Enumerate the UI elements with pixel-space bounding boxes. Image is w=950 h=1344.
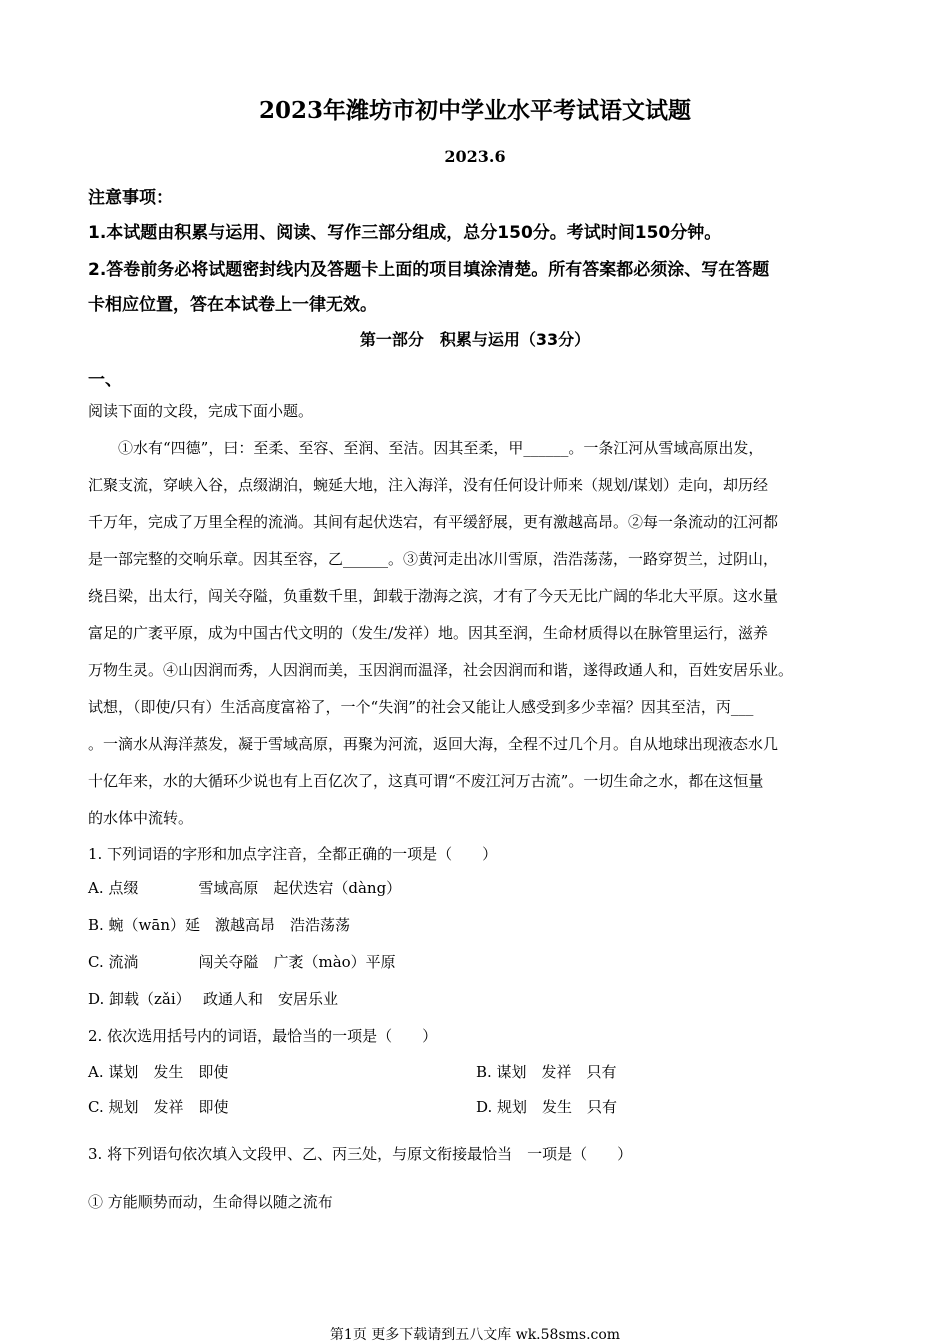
question-1-option-c: C. 流淌 闯关夺隘 广袤（mào）平原 (88, 953, 396, 971)
reading-instruction: 阅读下面的文段，完成下面小题。 (88, 402, 314, 420)
notice-item-2-line-1: 2.答卷前务必将试题密封线内及答题卡上面的项目填涂清楚。所有答案都必须涂、写在答题 (88, 260, 770, 280)
question-3-stem: 3. 将下列语句依次填入文段甲、乙、丙三处，与原文衔接最恰当 一项是（ ） (88, 1145, 633, 1163)
question-2-option-a: A. 谋划 发生 即使 (88, 1063, 229, 1081)
notice-item-2-line-2: 卡相应位置，答在本试卷上一律无效。 (88, 295, 377, 315)
passage-line-7: 万物生灵。④山因润而秀，人因润而美，玉因润而温泽，社会因润而和谐，遂得政通人和，百姓安居乐业。 (88, 661, 794, 679)
question-2-option-d: D. 规划 发生 只有 (476, 1098, 618, 1116)
notice-heading: 注意事项： (88, 188, 173, 208)
notice-item-1: 1.本试题由积累与运用、阅读、写作三部分组成，总分150分。考试时间150分钟。 (88, 223, 722, 243)
passage-line-2: 汇聚支流，穿峡入谷，点缀湖泊，蜿延大地，注入海洋，没有任何设计师来（规划/谋划）走向，却历经 (88, 476, 769, 494)
question-3-sentence-1: ① 方能顺势而动，生命得以随之流布 (88, 1193, 333, 1211)
passage-line-1: ①水有“四德”，曰：至柔、至容、至润、至洁。因其至柔，甲______。一条江河从雪域高原出发， (118, 439, 764, 457)
passage-line-6: 富足的广袤平原，成为中国古代文明的（发生/发祥）地。因其至润，生命材质得以在脉管里运行，滋养 (88, 624, 769, 642)
passage-line-3: 千万年，完成了万里全程的流淌。其间有起伏迭宕，有平缓舒展，更有激越高昂。②每一条流动的江河都 (88, 513, 779, 531)
passage-line-4: 是一部完整的交响乐章。因其至容，乙______。③黄河走出冰川雪原，浩浩荡荡，一路穿贺兰，过阴山， (88, 550, 779, 568)
part-heading: 第一部分 积累与运用（33分） (359, 330, 591, 349)
question-1-stem: 1. 下列词语的字形和加点字注音，全都正确的一项是（ ） (88, 845, 498, 863)
page-footer: 第1页 更多下载请到五八文库 wk.58sms.com (329, 1327, 621, 1343)
passage-line-11: 的水体中流转。 (88, 809, 194, 827)
question-2-option-c: C. 规划 发祥 即使 (88, 1098, 229, 1116)
question-2-stem: 2. 依次选用括号内的词语，最恰当的一项是（ ） (88, 1027, 438, 1045)
question-1-option-d: D. 卸载（zǎi） 政通人和 安居乐业 (88, 990, 338, 1008)
passage-line-10: 十亿年来，水的大循环少说也有上百亿次了，这真可谓“不废江河万古流”。一切生命之水，都在这恒量 (88, 772, 764, 790)
passage-line-5: 绕吕梁，出太行，闯关夺隘，负重数千里，卸载于渤海之滨，才有了今天无比广阔的华北大平原。这水量 (88, 587, 779, 605)
question-1-option-b: B. 蜿（wān）延 激越高昂 浩浩荡荡 (88, 916, 351, 934)
passage-line-8: 试想，（即使/只有）生活高度富裕了，一个“失润”的社会又能让人感受到多少幸福？因其至洁，丙___ (88, 698, 754, 716)
exam-title: 2023年潍坊市初中学业水平考试语文试题 (258, 97, 691, 124)
question-1-option-a: A. 点缀 雪域高原 起伏迭宕（dàng） (88, 879, 402, 897)
exam-date: 2023.6 (444, 147, 506, 166)
question-2-option-b: B. 谋划 发祥 只有 (476, 1063, 617, 1081)
passage-line-9: 。一滴水从海洋蒸发，凝于雪域高原，再聚为河流，返回大海，全程不过几个月。自从地球出现液态水几 (88, 735, 779, 753)
section-one-label: 一、 (88, 370, 122, 390)
